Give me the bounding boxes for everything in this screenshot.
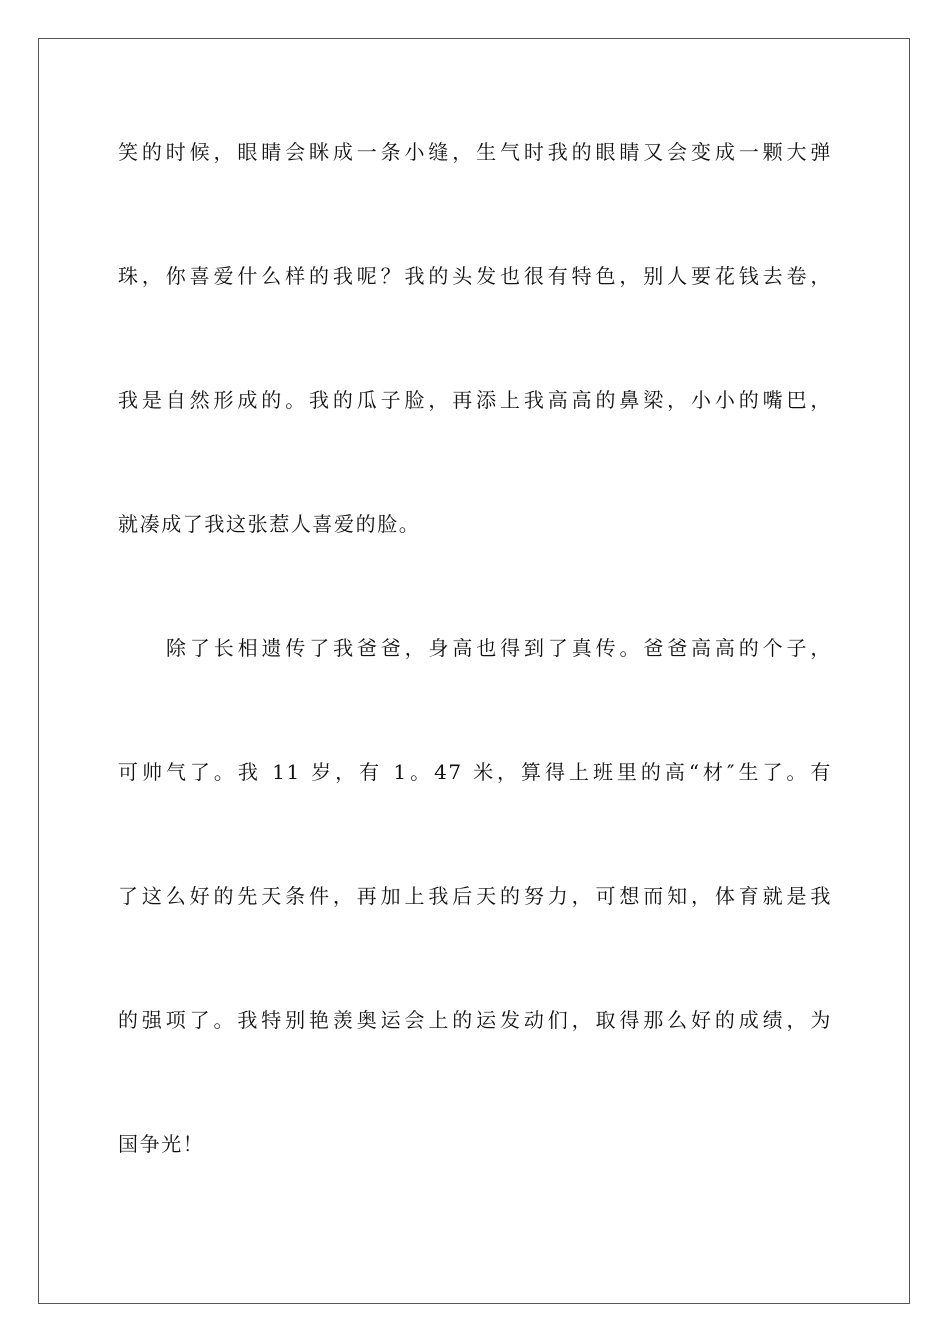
page-border	[38, 38, 910, 1304]
text-line: 珠，你喜爱什么样的我呢？我的头发也很有特色，别人要花钱去卷，	[118, 264, 832, 288]
text-line: 国争光！	[118, 1132, 205, 1156]
paragraph-first-line: 除了长相遗传了我爸爸，身高也得到了真传。爸爸高高的个子，	[166, 636, 832, 660]
text-line: 的强项了。我特别艳羡奥运会上的运发动们，取得那么好的成绩，为	[118, 1008, 832, 1032]
text-line: 我是自然形成的。我的瓜子脸，再添上我高高的鼻梁，小小的嘴巴，	[118, 388, 832, 412]
text-line: 笑的时候，眼睛会眯成一条小缝，生气时我的眼睛又会变成一颗大弹	[118, 140, 832, 164]
text-line: 了这么好的先天条件，再加上我后天的努力，可想而知，体育就是我	[118, 884, 832, 908]
text-line: 可帅气了。我 11 岁，有 1。47 米，算得上班里的高“材″生了。有	[118, 760, 832, 784]
text-line: 就凑成了我这张惹人喜爱的脸。	[118, 512, 421, 536]
